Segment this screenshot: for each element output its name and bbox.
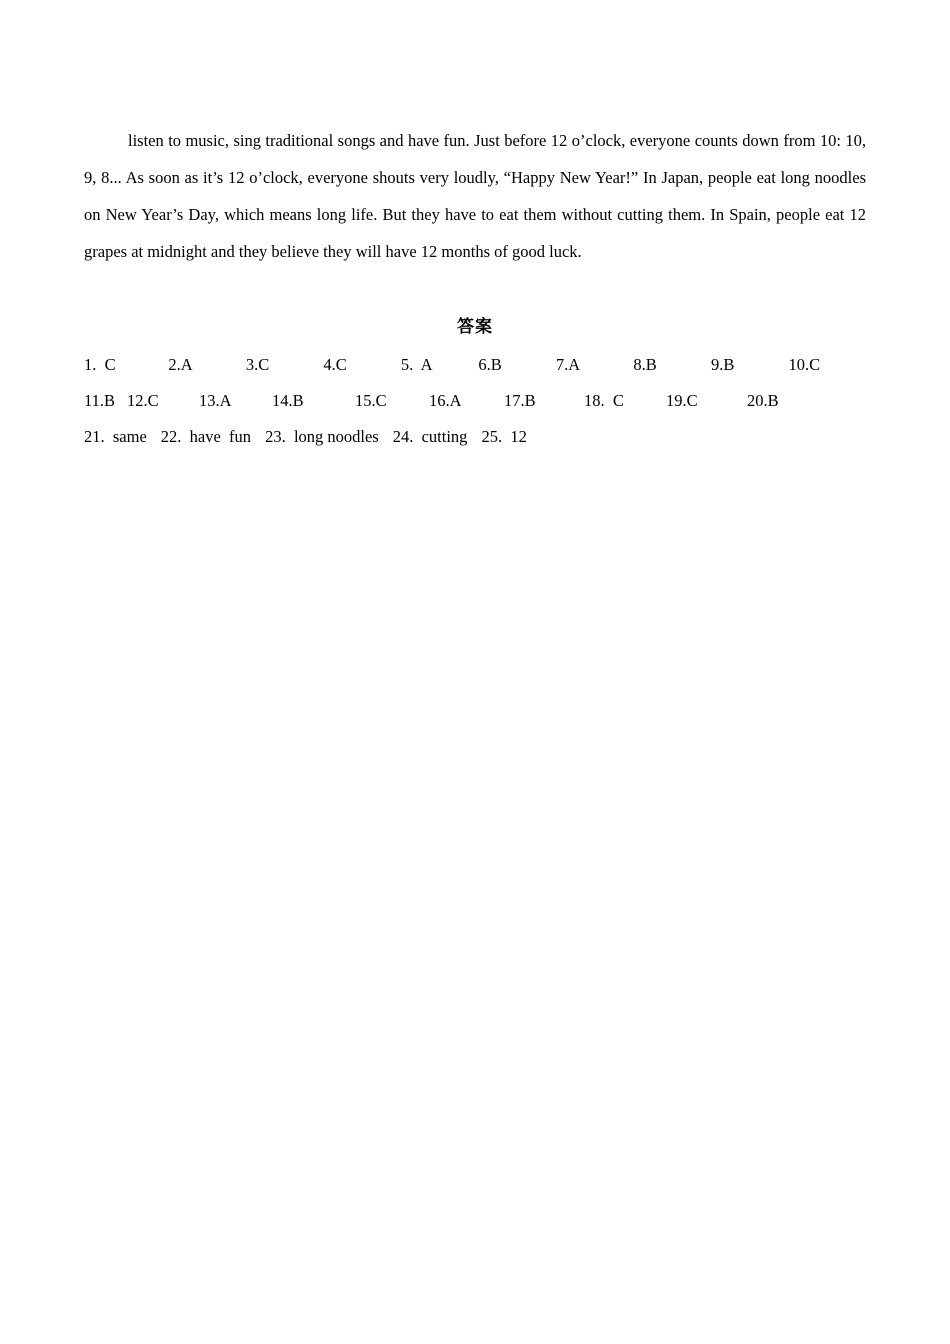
answer-item: 14.B (272, 390, 304, 410)
answer-item: 18. C (584, 390, 624, 410)
answer-item: 4.C (323, 354, 347, 374)
spacer (84, 337, 866, 347)
answer-item: 11.B (84, 390, 116, 410)
answer-item: 8.B (633, 354, 657, 374)
answer-item: 19.C (666, 390, 698, 410)
answer-item: 12.C (127, 390, 159, 410)
answer-item: 6.B (478, 354, 502, 374)
answer-item: 1. C (84, 354, 116, 374)
answer-item: 5. A (400, 354, 433, 374)
answer-item: 7.A (555, 354, 581, 374)
passage-paragraph (84, 122, 866, 270)
answer-item: 3.C (245, 354, 270, 374)
answer-row (84, 347, 866, 383)
passage-text: listen to music, sing traditional songs and have fun. Just before 12 o’clock, everyone counts down from 10: 10, 9, 8... As soon as it’s 12 o’clock, everyone shouts very loudly, “Happy New Year!” In Japan, people eat long noodles on New Year’s Day, which means long life. But they have to eat them without cutting them. In Spain, people eat 12 grapes at midnight and they believe they will have 12 months of good luck. (84, 130, 866, 261)
answer-item: 20.B (747, 390, 779, 410)
answer-item: 2.A (168, 354, 193, 374)
answer-item: 9.B (710, 354, 735, 374)
answer-item: 24. cutting (392, 426, 468, 446)
answers-heading: 答案 (457, 316, 493, 337)
answer-item: 22. have fun (160, 426, 252, 446)
answer-item: 25. 12 (481, 426, 527, 446)
answer-item: 16.A (429, 390, 462, 410)
answer-row (84, 383, 866, 419)
answer-item: 23. long noodles (265, 426, 379, 446)
answer-item: 21. same (84, 426, 147, 446)
answer-item: 10.C (788, 354, 821, 374)
answer-row (84, 419, 866, 455)
answer-item: 13.A (199, 390, 232, 410)
answer-item: 17.B (504, 390, 536, 410)
answer-item: 15.C (355, 390, 387, 410)
